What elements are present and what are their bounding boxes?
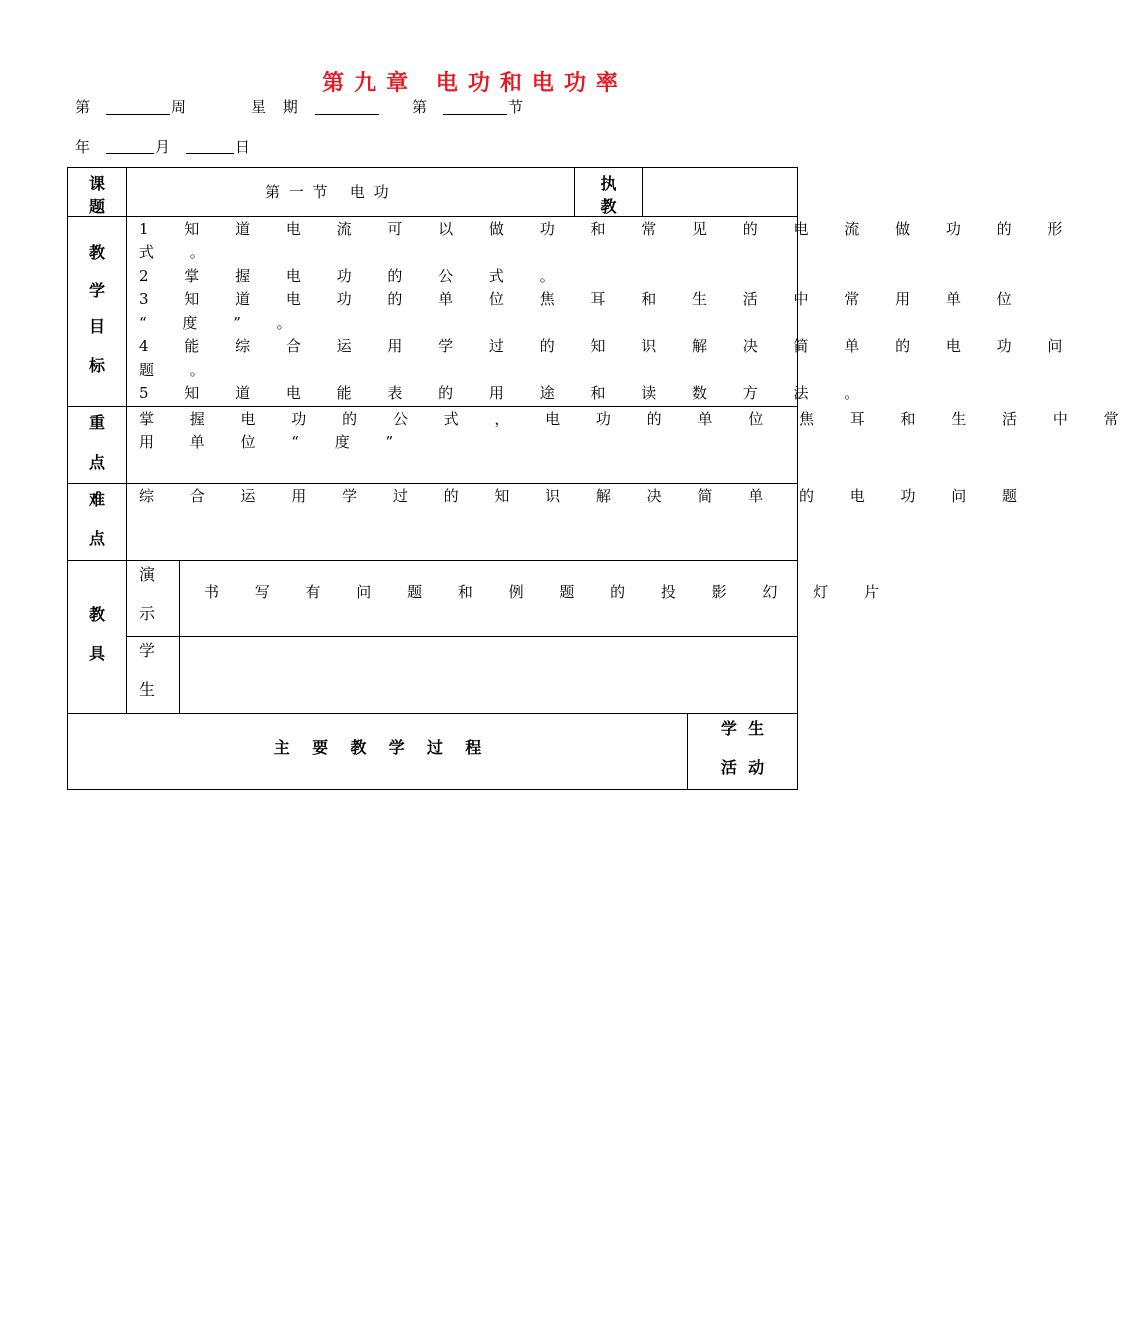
activity-label-1: 学 生 <box>720 719 765 738</box>
topic-value: 第 一 节 电 功 <box>265 183 391 201</box>
year-blank[interactable] <box>106 153 154 154</box>
student-label-2: 生 <box>139 680 156 699</box>
table-line <box>642 167 643 217</box>
demo-label-2: 示 <box>139 604 156 623</box>
objective-line: 题 。 <box>139 361 221 379</box>
week-blank[interactable] <box>106 114 170 115</box>
difficulty-label-1: 难 <box>88 490 105 509</box>
table-line <box>67 713 798 714</box>
demo-value: 书 写 有 问 题 和 例 题 的 投 影 幻 灯 片 <box>204 583 895 601</box>
key-line: 掌 握 电 功 的 公 式 ， 电 功 的 单 位 焦 耳 和 生 活 中 常 <box>139 410 1134 428</box>
key-label-2: 点 <box>88 453 105 472</box>
teacher-label-2: 教 <box>600 197 617 216</box>
section-suffix: 节 <box>508 98 524 116</box>
weekday-blank[interactable] <box>315 114 379 115</box>
objectives-label-4: 标 <box>88 356 105 375</box>
difficulty-text: 综 合 运 用 学 过 的 知 识 解 决 简 单 的 电 功 问 题 <box>139 487 1033 505</box>
teacher-label-1: 执 <box>600 174 617 193</box>
tools-label-2: 具 <box>88 644 105 663</box>
table-line <box>797 167 798 790</box>
table-line <box>67 560 798 561</box>
month-label: 月 <box>155 138 171 156</box>
topic-label-1: 课 <box>88 174 105 193</box>
table-line <box>67 216 798 217</box>
document-title: 第九章 电功和电功率 <box>322 71 628 96</box>
section-prefix: 第 <box>412 98 428 116</box>
weekday-label: 星 期 <box>251 98 304 116</box>
objective-line: 4 能 综 合 运 用 学 过 的 知 识 解 决 简 单 的 电 功 问 <box>139 337 1078 355</box>
tools-label-1: 教 <box>88 605 105 624</box>
process-label: 主 要 教 学 过 程 <box>273 738 482 757</box>
key-label-1: 重 <box>88 413 105 432</box>
activity-label-2: 活 动 <box>720 758 765 777</box>
objective-line: 式 。 <box>139 243 221 261</box>
year-label: 年 <box>75 138 91 156</box>
objectives-label-1: 教 <box>88 243 105 262</box>
table-line <box>67 406 798 407</box>
month-blank[interactable] <box>186 153 234 154</box>
topic-label-2: 题 <box>88 197 105 216</box>
week-suffix: 周 <box>171 98 187 116</box>
table-line <box>67 789 798 790</box>
week-prefix: 第 <box>75 98 91 116</box>
table-line <box>67 483 798 484</box>
table-line <box>67 167 798 168</box>
day-label: 日 <box>235 138 251 156</box>
objective-line: 3 知 道 电 功 的 单 位 焦 耳 和 生 活 中 常 用 单 位 <box>139 290 1028 308</box>
difficulty-label-2: 点 <box>88 529 105 548</box>
demo-label-1: 演 <box>139 565 156 584</box>
section-blank[interactable] <box>443 114 507 115</box>
objective-line: 1 知 道 电 流 可 以 做 功 和 常 见 的 电 流 做 功 的 形 <box>139 220 1078 238</box>
objectives-label-3: 目 <box>88 317 105 336</box>
student-label-1: 学 <box>139 641 156 660</box>
objective-line: 5 知 道 电 能 表 的 用 途 和 读 数 方 法 。 <box>139 384 875 402</box>
key-line: 用 单 位 “ 度 ” <box>139 433 409 451</box>
objective-line: “ 度 ” 。 <box>139 314 308 332</box>
objective-line: 2 掌 握 电 功 的 公 式 。 <box>139 267 571 285</box>
table-line <box>179 560 180 714</box>
table-line <box>126 167 127 714</box>
objectives-label-2: 学 <box>88 281 105 300</box>
table-line <box>126 636 798 637</box>
